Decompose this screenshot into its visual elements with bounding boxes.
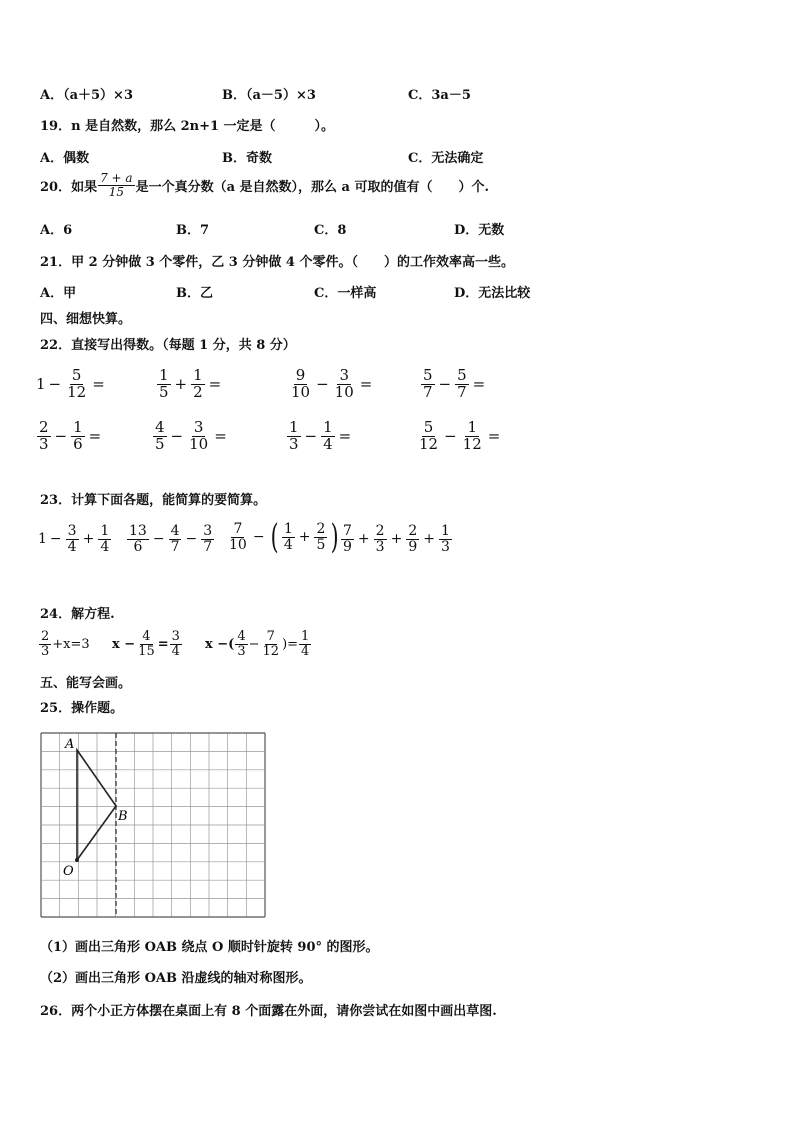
q25-grid-figure — [40, 732, 266, 922]
section-5-heading: 五、能写会画。 — [40, 676, 132, 691]
operator: + — [423, 531, 435, 548]
numerator: 9 — [295, 366, 306, 384]
q20-option-a: A．6 — [40, 223, 73, 238]
operator: − — [304, 427, 318, 446]
numerator: 2 — [375, 523, 385, 539]
numerator: 3 — [203, 523, 213, 539]
q22-item-3 — [288, 368, 375, 401]
point-o — [75, 858, 79, 862]
numerator: 1 — [193, 366, 203, 384]
q26-stem: 26．两个小正方体摆在桌面上有 8 个面露在外面，请你尝试在如图中画出草图. — [40, 1004, 497, 1019]
numerator: 7 — [343, 523, 352, 539]
denominator: 7 — [203, 538, 213, 555]
operator: − — [170, 427, 184, 446]
q22-stem: 22．直接写出得数。（每题 1 分，共 8 分） — [40, 338, 296, 353]
denominator: 7 — [457, 382, 467, 401]
operator: − — [54, 427, 68, 446]
whole-number: 1 — [36, 375, 46, 394]
numerator: 4 — [155, 418, 165, 436]
denominator: 3 — [41, 643, 50, 659]
numerator: 1 — [323, 418, 333, 436]
numerator: 1 — [100, 523, 110, 539]
denominator: 9 — [408, 538, 418, 555]
variable-x: x −( — [205, 636, 235, 652]
denominator: 3 — [289, 434, 299, 453]
numerator: 1 — [467, 418, 477, 436]
q23-expr-1 — [38, 524, 112, 554]
q20-suffix: 是一个真分数（a 是自然数），那么 a 可取的值有（ ）个. — [135, 179, 490, 195]
denominator: 15 — [138, 643, 155, 659]
q19-option-b: B．奇数 — [222, 151, 272, 166]
q21-option-b: B．乙 — [176, 286, 213, 301]
denominator: 4 — [171, 643, 180, 659]
q23-expr-2 — [126, 524, 215, 554]
q20-option-b: B．7 — [176, 223, 210, 238]
left-paren: ( — [270, 517, 279, 557]
numerator: 1 — [301, 629, 310, 644]
numerator: 4 — [142, 629, 151, 644]
numerator: 13 — [129, 523, 147, 539]
right-paren-equals: )= — [282, 636, 299, 652]
denominator: 6 — [133, 538, 143, 555]
q20-frac-num: 7 + a — [100, 171, 133, 185]
q20-fraction — [98, 172, 134, 198]
operator: − — [49, 531, 62, 548]
numerator: 3 — [171, 629, 180, 644]
section-4-heading: 四、细想快算。 — [40, 312, 132, 327]
operator: − — [316, 375, 329, 394]
q21-option-d: D．无法比较 — [454, 286, 531, 301]
equals-sign: = — [88, 427, 102, 446]
equation-rest: +x=3 — [52, 636, 90, 652]
denominator: 6 — [73, 434, 83, 453]
q22-item-6 — [152, 420, 230, 453]
numerator: 1 — [289, 418, 299, 436]
numerator: 2 — [39, 418, 49, 436]
denominator: 10 — [334, 382, 354, 401]
denominator: 5 — [159, 382, 169, 401]
numerator: 1 — [73, 418, 83, 436]
label-b: B — [118, 809, 128, 824]
denominator: 4 — [323, 434, 333, 453]
numerator: 3 — [339, 366, 349, 384]
q22-item-7 — [286, 420, 354, 453]
operator: + — [174, 375, 188, 394]
denominator: 12 — [462, 434, 482, 453]
q21-option-a: A．甲 — [40, 286, 77, 301]
q21-stem: 21．甲 2 分钟做 3 个零件，乙 3 分钟做 4 个零件。（ ）的工作效率高一些。 — [40, 255, 514, 270]
denominator: 4 — [100, 538, 110, 555]
numerator: 1 — [283, 520, 293, 537]
equals-sign: = — [487, 427, 501, 446]
q24-equation-2 — [112, 630, 183, 658]
numerator: 7 — [233, 520, 243, 537]
q20-prefix: 20．如果 — [40, 179, 98, 195]
operator: + — [357, 531, 370, 548]
denominator: 4 — [283, 536, 293, 553]
denominator: 5 — [155, 434, 165, 453]
q19-stem: 19．n 是自然数，那么 2n+1 一定是（ ）。 — [40, 119, 335, 134]
equals-sign: = — [338, 427, 352, 446]
q25-stem: 25．操作题。 — [40, 701, 124, 716]
q19-option-a: A．偶数 — [40, 151, 90, 166]
numerator: 4 — [170, 523, 180, 539]
operator: − — [185, 531, 198, 548]
label-a: A — [65, 737, 75, 752]
numerator: 3 — [193, 418, 204, 436]
right-paren: ) — [331, 517, 340, 557]
q25-sub-question-1: （1）画出三角形 OAB 绕点 O 顺时针旋转 90° 的图形。 — [40, 940, 379, 955]
grid-diagram — [40, 732, 266, 918]
label-o: O — [63, 864, 74, 879]
denominator: 2 — [193, 382, 203, 401]
q24-equation-3 — [205, 630, 312, 658]
q20-option-c: C．8 — [314, 223, 347, 238]
q23-expr-4 — [340, 524, 453, 554]
operator: − — [48, 375, 62, 394]
q24-equation-1 — [38, 630, 90, 658]
q20-option-d: D．无数 — [454, 223, 505, 238]
q24-stem: 24．解方程. — [40, 607, 115, 622]
operator: − — [248, 636, 260, 652]
numerator: 2 — [316, 520, 326, 537]
q18-option-c: C．3a－5 — [408, 88, 471, 103]
q23-expr-3 — [226, 517, 342, 557]
denominator: 12 — [419, 434, 439, 453]
denominator: 7 — [170, 538, 180, 555]
equals-sign: = — [359, 375, 373, 394]
q18-option-a: A．（a＋5）×3 — [40, 88, 133, 103]
operator: + — [82, 531, 95, 548]
denominator: 3 — [440, 538, 450, 555]
denominator: 12 — [262, 643, 280, 659]
grid-lines — [41, 733, 265, 917]
numerator: 5 — [423, 366, 433, 384]
q23-stem: 23．计算下面各题，能简算的要简算。 — [40, 493, 267, 508]
numerator: 2 — [408, 523, 418, 539]
numerator: 1 — [159, 366, 169, 384]
denominator: 3 — [39, 434, 49, 453]
denominator: 3 — [375, 538, 385, 555]
denominator: 9 — [343, 538, 352, 555]
q25-sub-question-2: （2）画出三角形 OAB 沿虚线的轴对称图形。 — [40, 971, 312, 986]
denominator: 12 — [67, 382, 87, 401]
numerator: 4 — [237, 629, 246, 644]
denominator: 4 — [301, 643, 310, 659]
denominator: 4 — [67, 538, 77, 555]
q21-option-c: C．一样高 — [314, 286, 377, 301]
numerator: 2 — [41, 629, 50, 644]
equals-sign: = — [208, 375, 222, 394]
numerator: 5 — [71, 366, 82, 384]
q18-option-b: B．（a－5）×3 — [222, 88, 316, 103]
q22-item-1 — [36, 368, 108, 401]
operator: + — [298, 529, 311, 545]
denominator: 3 — [237, 643, 246, 659]
variable-x: x − — [112, 636, 136, 652]
q20-stem — [40, 172, 489, 198]
numerator: 1 — [440, 523, 450, 539]
equals-sign: = — [472, 375, 486, 394]
whole-number: 1 — [38, 531, 47, 548]
denominator: 7 — [423, 382, 433, 401]
q22-item-8 — [416, 420, 503, 453]
equals-sign: = — [214, 427, 227, 446]
q20-frac-den: 15 — [108, 184, 124, 199]
denominator: 5 — [316, 536, 326, 553]
numerator: 5 — [423, 418, 434, 436]
operator: − — [252, 529, 265, 545]
denominator: 10 — [229, 536, 247, 553]
numerator: 3 — [67, 523, 77, 539]
operator: + — [390, 531, 403, 548]
q22-item-4 — [420, 368, 488, 401]
denominator: 10 — [291, 382, 311, 401]
operator: − — [438, 375, 452, 394]
equals-sign: = — [92, 375, 105, 394]
denominator: 10 — [189, 434, 209, 453]
q22-item-5 — [36, 420, 104, 453]
q19-option-c: C．无法确定 — [408, 151, 484, 166]
q22-item-2 — [156, 368, 224, 401]
equals-sign: = — [157, 636, 169, 652]
operator: − — [152, 531, 165, 548]
operator: − — [444, 427, 457, 446]
numerator: 7 — [266, 629, 275, 644]
numerator: 5 — [457, 366, 467, 384]
